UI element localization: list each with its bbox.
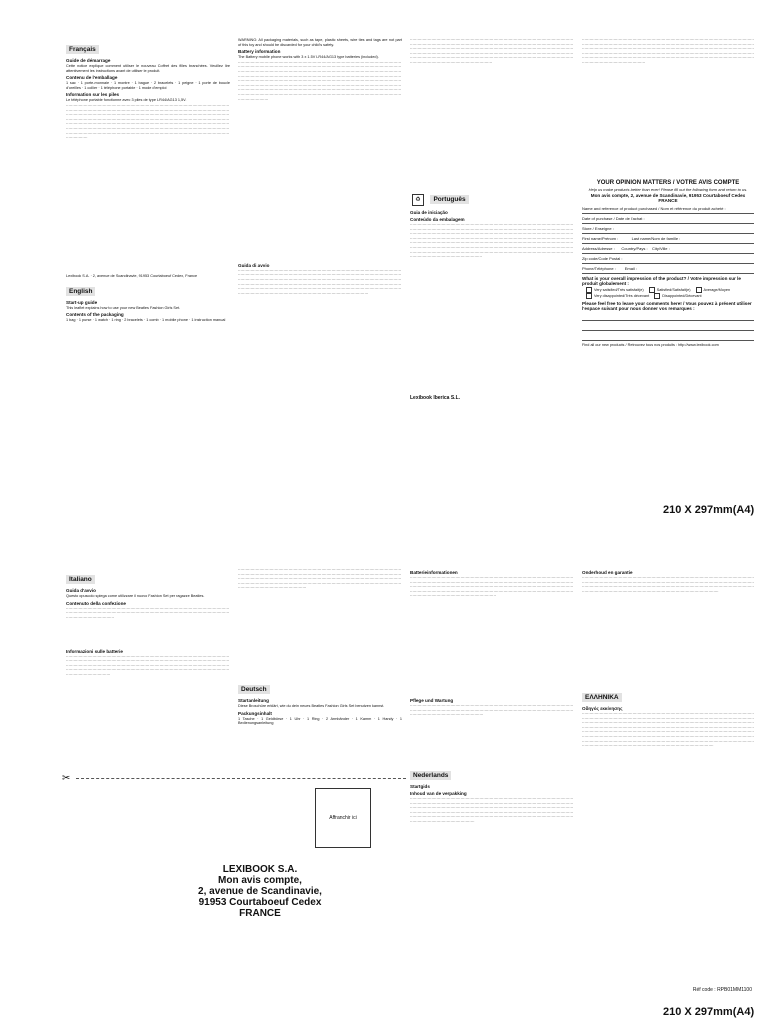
survey-title: YOUR OPINION MATTERS / VOTRE AVIS COMPTE — [596, 180, 740, 186]
battery-info-title: Informazioni sulle batterie — [66, 648, 123, 654]
contents-title: Inhoud van de verpakking — [410, 791, 467, 796]
section-heading-francais: Français — [66, 45, 99, 54]
mailing-address — [120, 864, 400, 919]
page-size-label: 210 X 297mm(A4) — [663, 504, 755, 516]
contact-field[interactable]: Phone/Téléphone : Email : — [582, 266, 754, 274]
body-text-block: ············································································································································································································································································································································································································································································································································································································································································································································································ — [238, 268, 402, 296]
contents-list: 1 Tasche · 1 Geldbörse · 1 Uhr · 1 Ring · 2 Armbänder · 1 Kamm · 1 Handy · 1 Bedienungsanleitung — [238, 716, 402, 726]
address-line: LEXIBOOK S.A. — [222, 864, 298, 875]
cut-line — [76, 778, 406, 779]
column-portugues — [410, 38, 574, 466]
checkbox[interactable] — [586, 293, 592, 299]
section-heading-greek: ΕΛΛΗΝΙΚΑ — [582, 693, 622, 702]
section-heading-italiano: Italiano — [66, 575, 95, 584]
column-english-continued — [238, 38, 402, 466]
body-text-block: ········································································································································································································································································································ — [66, 606, 230, 620]
survey-subtitle: Help us make products better than ever! Please fill out the following form and return to us. — [588, 187, 748, 192]
body-text-block: ·························································································································································································································································································································································································································································································································································································· — [238, 568, 402, 591]
top-instruction-sheet — [60, 38, 760, 466]
contents-title: Contenuto della confezione — [66, 600, 126, 606]
intro-text: Diese Broschüre erklärt, wie du dein neues Beatles Fashion Girls Set benutzen kannst. — [238, 704, 385, 708]
section-heading-english: English — [66, 287, 95, 296]
section-heading-portugues: Português — [430, 195, 468, 204]
column-francais-english — [66, 38, 230, 466]
company-address: Lexibook S.A. · 2, avenue de Scandinavie, 91953 Courtaboeuf Cedex, France — [66, 273, 198, 278]
address-line: 2, avenue de Scandinavie, — [198, 886, 322, 897]
checkbox[interactable] — [654, 293, 660, 299]
contents-title: Conteúdo da embalagem — [410, 217, 465, 222]
warning-text: WARNING: All packaging materials, such as tape, plastic sheets, wire ties and tags are not part of this toy and should be discarded for your child's safety. — [238, 38, 402, 47]
battery-info-title: Battery information — [238, 49, 281, 55]
guide-title: Οδηγός εκκίνησης — [582, 706, 623, 711]
column-greek — [582, 568, 754, 996]
guide-title: Guia de iniciação — [410, 210, 448, 215]
reference-code: Réf code : RPB01MM1100 — [692, 987, 752, 993]
body-text-block: ································································································································································································································································································································································································································································································································································································································································································································································································································································································································································································································································································ — [238, 60, 402, 102]
address-field[interactable]: Address/Adresse : Country/Pays : City/Ville : — [582, 246, 754, 254]
impression-question: What is your overall impression of the product? / Votre impression sur le produit globalement : — [582, 275, 741, 286]
website-text: Find all our new products / Retrouvez tous nos produits : http://www.lexibook.com — [582, 342, 719, 347]
zip-field[interactable]: Zip code/Code Postal : — [582, 256, 754, 264]
recycle-icon: ♻ — [412, 194, 424, 206]
column-survey — [582, 38, 754, 466]
rating-options: Very satisfied/Très satisfait(e) Satisfied/Satisfait(e) Average/Moyen Very disappointed/Très décevant Disappointed/Décevant — [582, 287, 754, 299]
body-text-block: ···························································································································································································································································································································· — [410, 704, 574, 718]
body-text-block: ········································································································································································································································································································································································································································································································································································································ — [410, 576, 574, 599]
contents-title: Packungsinhalt — [238, 710, 272, 716]
section-heading-nederlands: Nederlands — [410, 771, 451, 780]
stamp-box: Affranchir ici — [315, 788, 371, 848]
guide-title: Guide de démarrage — [66, 58, 111, 63]
comment-line[interactable] — [582, 333, 754, 341]
guide-title: Startanleitung — [238, 698, 269, 703]
scissors-icon: ✂ — [62, 773, 71, 784]
intro-text: This leaflet explains how to use your new Beatles Fashion Girls Set. — [66, 305, 181, 310]
body-text-block: ························································································································································································································································································································································································································································································································································································································································································································································································································································································································································ — [66, 103, 230, 141]
guide-title: Startgids — [410, 784, 430, 789]
battery-info-title: Information sur les piles — [66, 92, 120, 98]
column-italiano — [66, 568, 230, 996]
section-heading-deutsch: Deutsch — [238, 685, 270, 694]
bottom-instruction-sheet — [60, 568, 760, 996]
body-text-block: ································································································································································································································································································································································································································································································································································································································································································································································································································································································································································································································································································ — [582, 712, 754, 749]
page-size-label: 210 X 297mm(A4) — [663, 1006, 755, 1018]
address-line: 91953 Courtaboeuf Cedex — [198, 897, 322, 908]
battery-info-text: Le téléphone portable fonctionne avec 3 piles de type LR44/AG13 1,5V. — [66, 98, 187, 103]
battery-info-title: Batterieinformationen — [410, 570, 458, 575]
guide-title: Guida di avvio — [238, 262, 270, 268]
store-field[interactable]: Store / Enseigne : — [582, 226, 754, 234]
guide-title: Start-up guide — [66, 299, 98, 305]
product-name-field[interactable]: Name and reference of product purchased / Nom et référence du produit acheté : — [582, 206, 754, 214]
checkbox[interactable] — [696, 287, 702, 293]
body-text-block: ·························································································································································································································································································································································································································································································································································································································································································································································· — [582, 38, 754, 65]
company-name: Lexibook Iberica S.L. — [410, 395, 461, 401]
battery-info-text: The Battery mobile phone works with 3 x 1.5V LR44/AG13 type batteries (included). — [238, 55, 379, 60]
body-text-block: ···································································································································································································································································································································································································································································································································· — [582, 576, 754, 594]
warranty-title: Onderhoud en garantie — [582, 570, 633, 575]
contents-title: Contents of the packaging — [66, 312, 124, 318]
intro-text: Cette notice explique comment utiliser le nouveau Coffret des filles branchées. Veuillez lire attentivement les instructions avant de utiliser le produit. — [66, 64, 230, 73]
comment-line[interactable] — [582, 323, 754, 331]
guide-title: Guida d'avvio — [66, 588, 96, 593]
body-text-block: ································································································································································································································································································································································································································································································································································································································································································································································································································································································································································································ — [410, 223, 574, 260]
intro-text: Questo opuscolo spiega come utilizzare il nuovo Fashion Set per ragazze Beatles. — [66, 594, 205, 598]
contents-list: 1 sac · 1 porte-monnaie · 1 montre · 1 bague · 2 bracelets · 1 peigne · 1 porte de boucle d'oreilles · 1 collier · 1 téléphone portable · 1 mode d'emploi — [66, 81, 230, 90]
body-text-block: ······································································································································································································································································································································································································································································································································································· — [66, 654, 230, 677]
care-title: Pflege und Wartung — [410, 698, 454, 703]
purchase-date-field[interactable]: Date of purchase / Date de l'achat : — [582, 216, 754, 224]
address-line: Mon avis compte, — [218, 875, 302, 886]
survey-address: Mon avis compte, 2, avenue de Scandinavie, 91953 Courtaboeuf Cedex FRANCE — [590, 193, 746, 204]
column-deutsch-nederlands — [410, 568, 574, 996]
name-field[interactable]: First name/Prénom : Last name/Nom de famille : — [582, 236, 754, 244]
contents-list: 1 bag · 1 purse · 1 watch · 1 ring · 2 bracelets · 1 comb · 1 mobile phone · 1 instruction manual — [66, 318, 226, 323]
body-text-block: ························································································································································································································································································································································································································································································································································································································································································································ — [410, 797, 574, 824]
column-deutsch — [238, 568, 402, 996]
comment-line[interactable] — [582, 313, 754, 321]
address-line: FRANCE — [239, 908, 281, 919]
body-text-block: ······································································································································································································································································································································································································································································································································································································································································································································ — [410, 38, 574, 65]
contents-title: Contenu de l'emballage — [66, 75, 118, 81]
comments-label: Please feel free to leave your comments here! / Vous pouvez à présent utiliser l'espace suivant pour nous donner vos remarques : — [582, 300, 752, 311]
